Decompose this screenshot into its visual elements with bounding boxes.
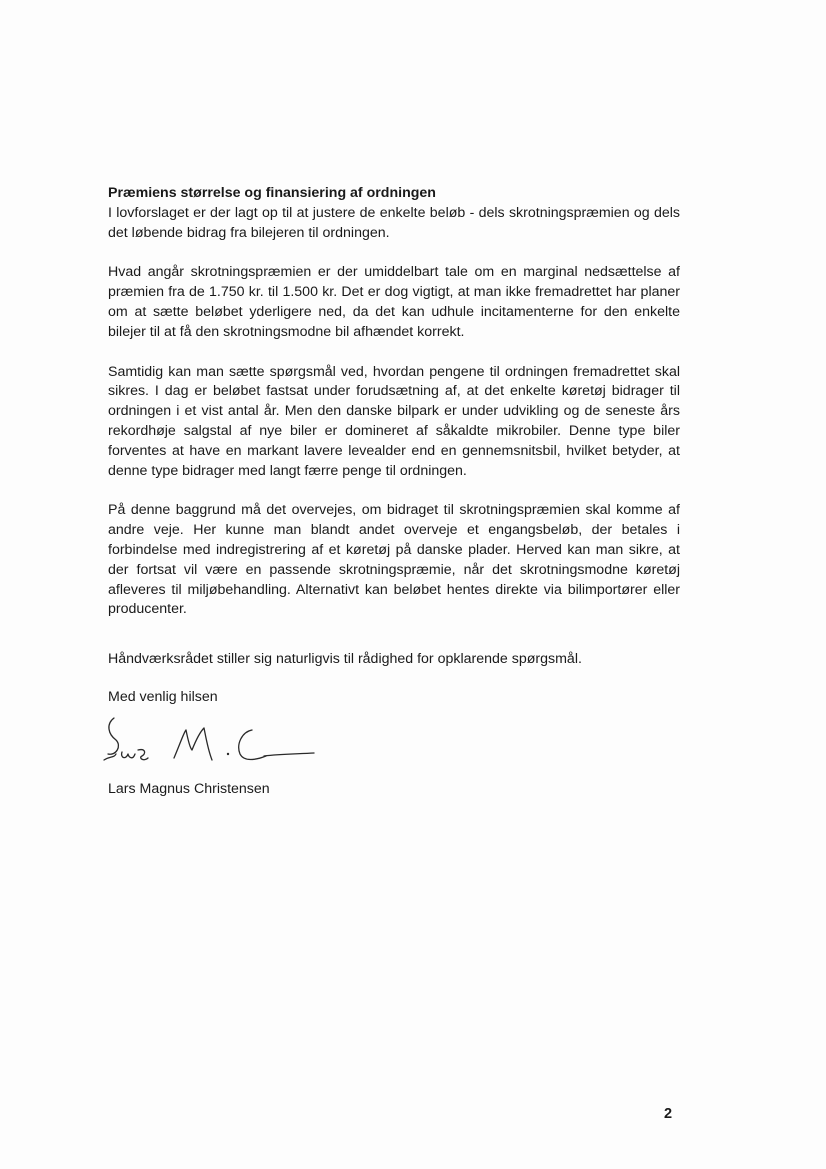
letter-body <box>108 184 680 800</box>
body-paragraph-4: På denne baggrund må det overvejes, om bidraget til skrotningspræmien skal komme af andre veje. Her kunne man blandt andet overveje et engangsbeløb, der betales i forbindelse med indregistrering af et køretøj på danske plader. Herved kan man sikre, at der fortsat vil være en passende skrotningspræmie, når det skrotningsmodne køretøj afleveres til miljøbehandling. Alternativt kan beløbet hentes direkte via bilimportører eller producenter. <box>108 502 680 618</box>
body-paragraph-1: I lovforslaget er der lagt op til at justere de enkelte beløb - dels skrotningspræmien og dels det løbende bidrag fra bilejeren til ordningen. <box>108 204 680 241</box>
greeting: Med venlig hilsen <box>108 688 218 705</box>
closing-statement: Håndværksrådet stiller sig naturligvis til rådighed for opklarende spørgsmål. <box>108 651 582 668</box>
section-heading: Præmiens størrelse og finansiering af ordningen <box>108 185 436 201</box>
body-paragraph-3: Samtidig kan man sætte spørgsmål ved, hvordan pengene til ordningen fremadrettet skal sikres. I dag er beløbet fastsat under forudsætning af, at det enkelte køretøj bidrager til ordningen i et vist antal år. Men den danske bilpark er under udvikling og de seneste års rekordhøje salgstal af nye biler er domineret af såkaldte mikrobiler. Denne type biler forventes at have en markant lavere levealder end en gennemsnitsbil, hvilket betyder, at denne type bidrager med langt færre penge til ordningen. <box>108 363 680 479</box>
handwritten-signature <box>100 710 330 776</box>
page-number: 2 <box>664 1106 673 1122</box>
signer-name: Lars Magnus Christensen <box>108 780 270 797</box>
body-paragraph-2: Hvad angår skrotningspræmien er der umiddelbart tale om en marginal nedsættelse af præmien fra de 1.750 kr. til 1.500 kr. Det er dog vigtigt, at man ikke fremadrettet har planer om at sætte beløbet yderligere ned, da det kan udhule incitamenterne for den enkelte bilejer til at få den skrotningsmodne bil afhændet korrekt. <box>108 264 680 340</box>
